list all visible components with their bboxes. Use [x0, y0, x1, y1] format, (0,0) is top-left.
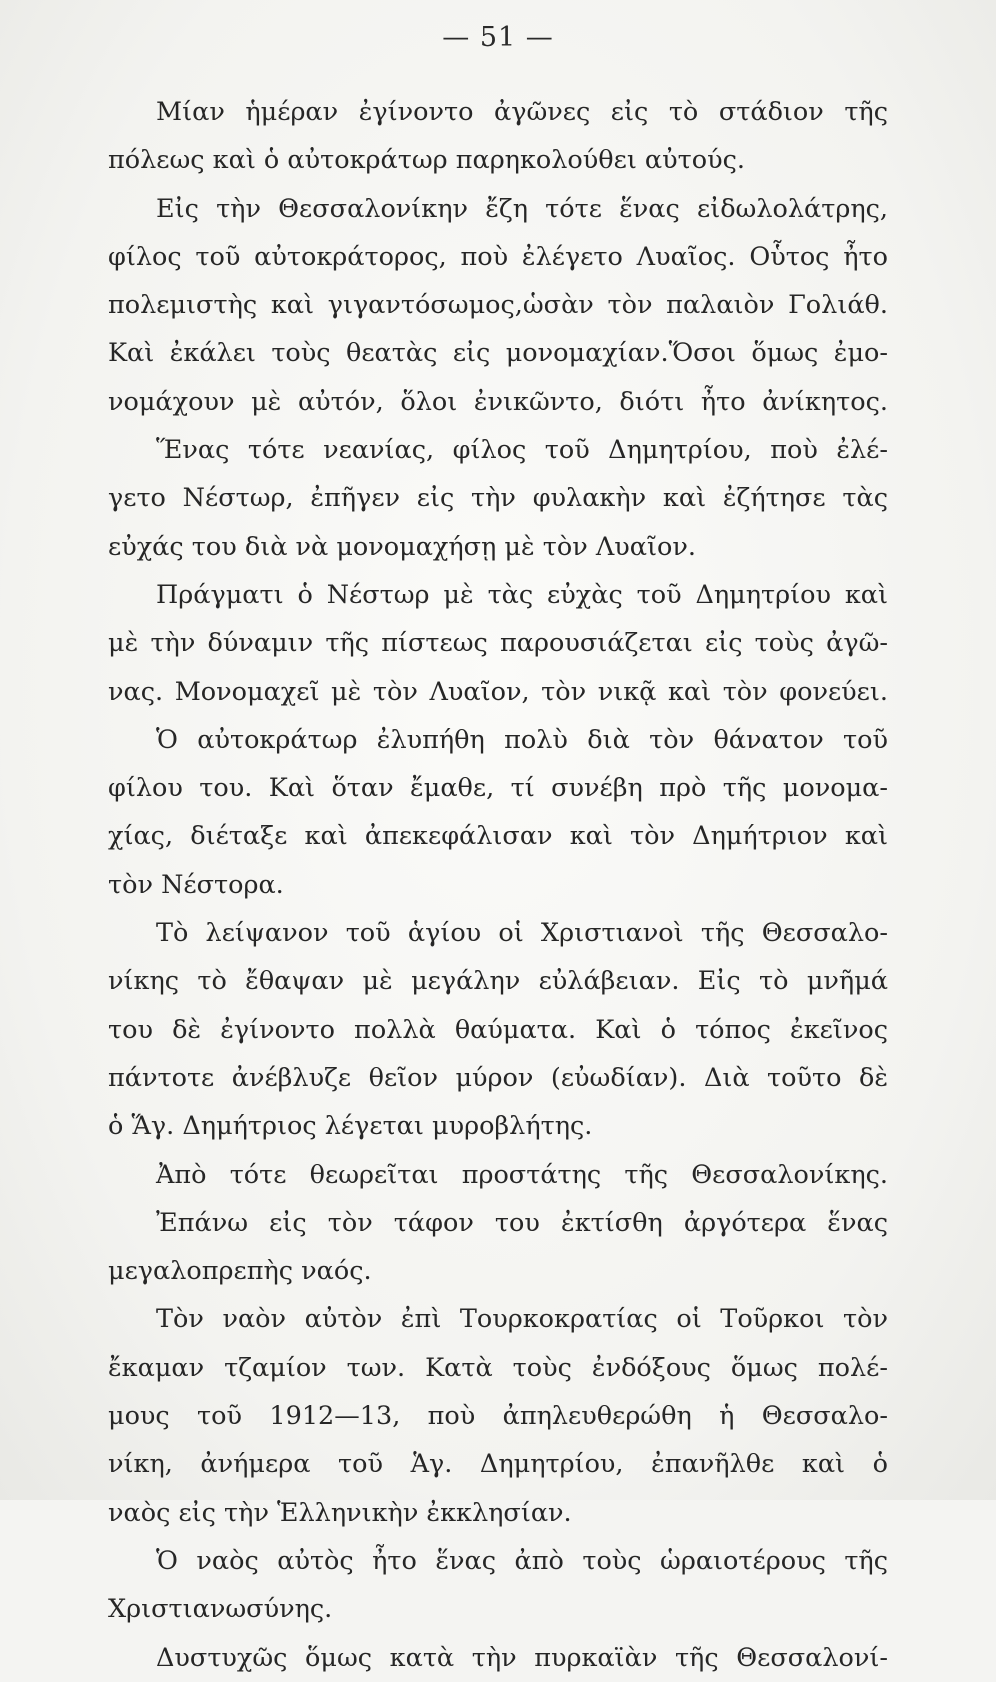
text-line: μὲ τὴν δύναμιν τῆς πίστεως παρουσιάζεται εἰς τοὺς ἀγῶ-: [108, 628, 888, 659]
text-line: Ὁ αὐτοκράτωρ ἐλυπήθη πολὺ διὰ τὸν θάνατον τοῦ: [156, 724, 888, 755]
text-line: Καὶ ἐκάλει τοὺς θεατὰς εἰς μονομαχίαν.Ὅσοι ὅμως ἐμο-: [108, 338, 888, 369]
text-line: Μίαν ἡμέραν ἐγίνοντο ἀγῶνες εἰς τὸ στάδιον τῆς: [156, 97, 888, 127]
text-line: νίκης τὸ ἔθαψαν μὲ μεγάλην εὐλάβειαν. Εἰς τὸ μνῆμά: [108, 966, 888, 997]
text-line: πολεμιστὴς καὶ γιγαντόσωμος,ὡσὰν τὸν παλαιὸν Γολιάθ.: [108, 290, 888, 321]
text-line: φίλος τοῦ αὐτοκράτορος, ποὺ ἐλέγετο Λυαῖος. Οὗτος ἦτο: [108, 241, 888, 272]
text-line: Ἀπὸ τότε θεωρεῖται προστάτης τῆς Θεσσαλονίκης.: [156, 1159, 888, 1190]
text-line: νίκη, ἀνήμερα τοῦ Ἁγ. Δημητρίου, ἐπανῆλθε καὶ ὁ: [108, 1449, 888, 1480]
body-text: [108, 88, 888, 1682]
text-line: πόλεως καὶ ὁ αὐτοκράτωρ παρηκολούθει αὐτούς.: [108, 145, 746, 176]
text-line: μους τοῦ 1912—13, ποὺ ἀπηλευθερώθη ἡ Θεσσαλο-: [108, 1401, 888, 1432]
text-line: νομάχουν μὲ αὐτόν, ὅλοι ἐνικῶντο, διότι ἦτο ἀνίκητος.: [108, 386, 888, 417]
text-line: Ἕνας τότε νεανίας, φίλος τοῦ Δημητρίου, ποὺ ἐλέ-: [156, 435, 888, 466]
text-line: Τὸν ναὸν αὐτὸν ἐπὶ Τουρκοκρατίας οἱ Τοῦρκοι τὸν: [156, 1304, 888, 1335]
text-line: τὸν Νέστορα.: [108, 869, 284, 900]
text-line: χίας, διέταξε καὶ ἀπεκεφάλισαν καὶ τὸν Δημήτριον καὶ: [108, 821, 888, 852]
text-line: του δὲ ἐγίνοντο πολλὰ θαύματα. Καὶ ὁ τόπος ἐκεῖνος: [108, 1014, 888, 1045]
text-line: ὁ Ἅγ. Δημήτριος λέγεται μυροβλήτης.: [108, 1111, 593, 1142]
text-line: Ἐπάνω εἰς τὸν τάφον του ἐκτίσθη ἀργότερα ἕνας: [156, 1207, 888, 1238]
text-line: νας. Μονομαχεῖ μὲ τὸν Λυαῖον, τὸν νικᾷ καὶ τὸν φονεύει.: [108, 676, 888, 707]
text-line: φίλου του. Καὶ ὅταν ἔμαθε, τί συνέβη πρὸ τῆς μονομα-: [108, 773, 888, 804]
text-line: ναὸς εἰς τὴν Ἑλληνικὴν ἐκκλησίαν.: [108, 1497, 572, 1528]
text-line: Δυστυχῶς ὅμως κατὰ τὴν πυρκαϊὰν τῆς Θεσσαλονί-: [156, 1642, 888, 1673]
text-line: Τὸ λείψανον τοῦ ἁγίου οἱ Χριστιανοὶ τῆς Θεσσαλο-: [156, 918, 888, 949]
text-line: Ὁ ναὸς αὐτὸς ἦτο ἕνας ἀπὸ τοὺς ὡραιοτέρους τῆς: [156, 1545, 888, 1576]
page-number: — 51 —: [442, 22, 554, 53]
text-line: Πράγματι ὁ Νέστωρ μὲ τὰς εὐχὰς τοῦ Δημητρίου καὶ: [156, 579, 888, 610]
text-line: γετο Νέστωρ, ἐπῆγεν εἰς τὴν φυλακὴν καὶ ἐζήτησε τὰς: [108, 483, 888, 514]
text-line: Χριστιανωσύνης.: [108, 1594, 333, 1625]
text-line: πάντοτε ἀνέβλυζε θεῖον μύρον (εὐωδίαν). Διὰ τοῦτο δὲ: [108, 1062, 888, 1093]
text-line: Εἰς τὴν Θεσσαλονίκην ἔζη τότε ἕνας εἰδωλολάτρης,: [156, 193, 888, 224]
text-line: μεγαλοπρεπὴς ναός.: [108, 1256, 372, 1287]
text-line: εὐχάς του διὰ νὰ μονομαχήσῃ μὲ τὸν Λυαῖον.: [108, 531, 696, 562]
text-line: ἔκαμαν τζαμίον των. Κατὰ τοὺς ἐνδόξους ὅμως πολέ-: [108, 1352, 888, 1383]
